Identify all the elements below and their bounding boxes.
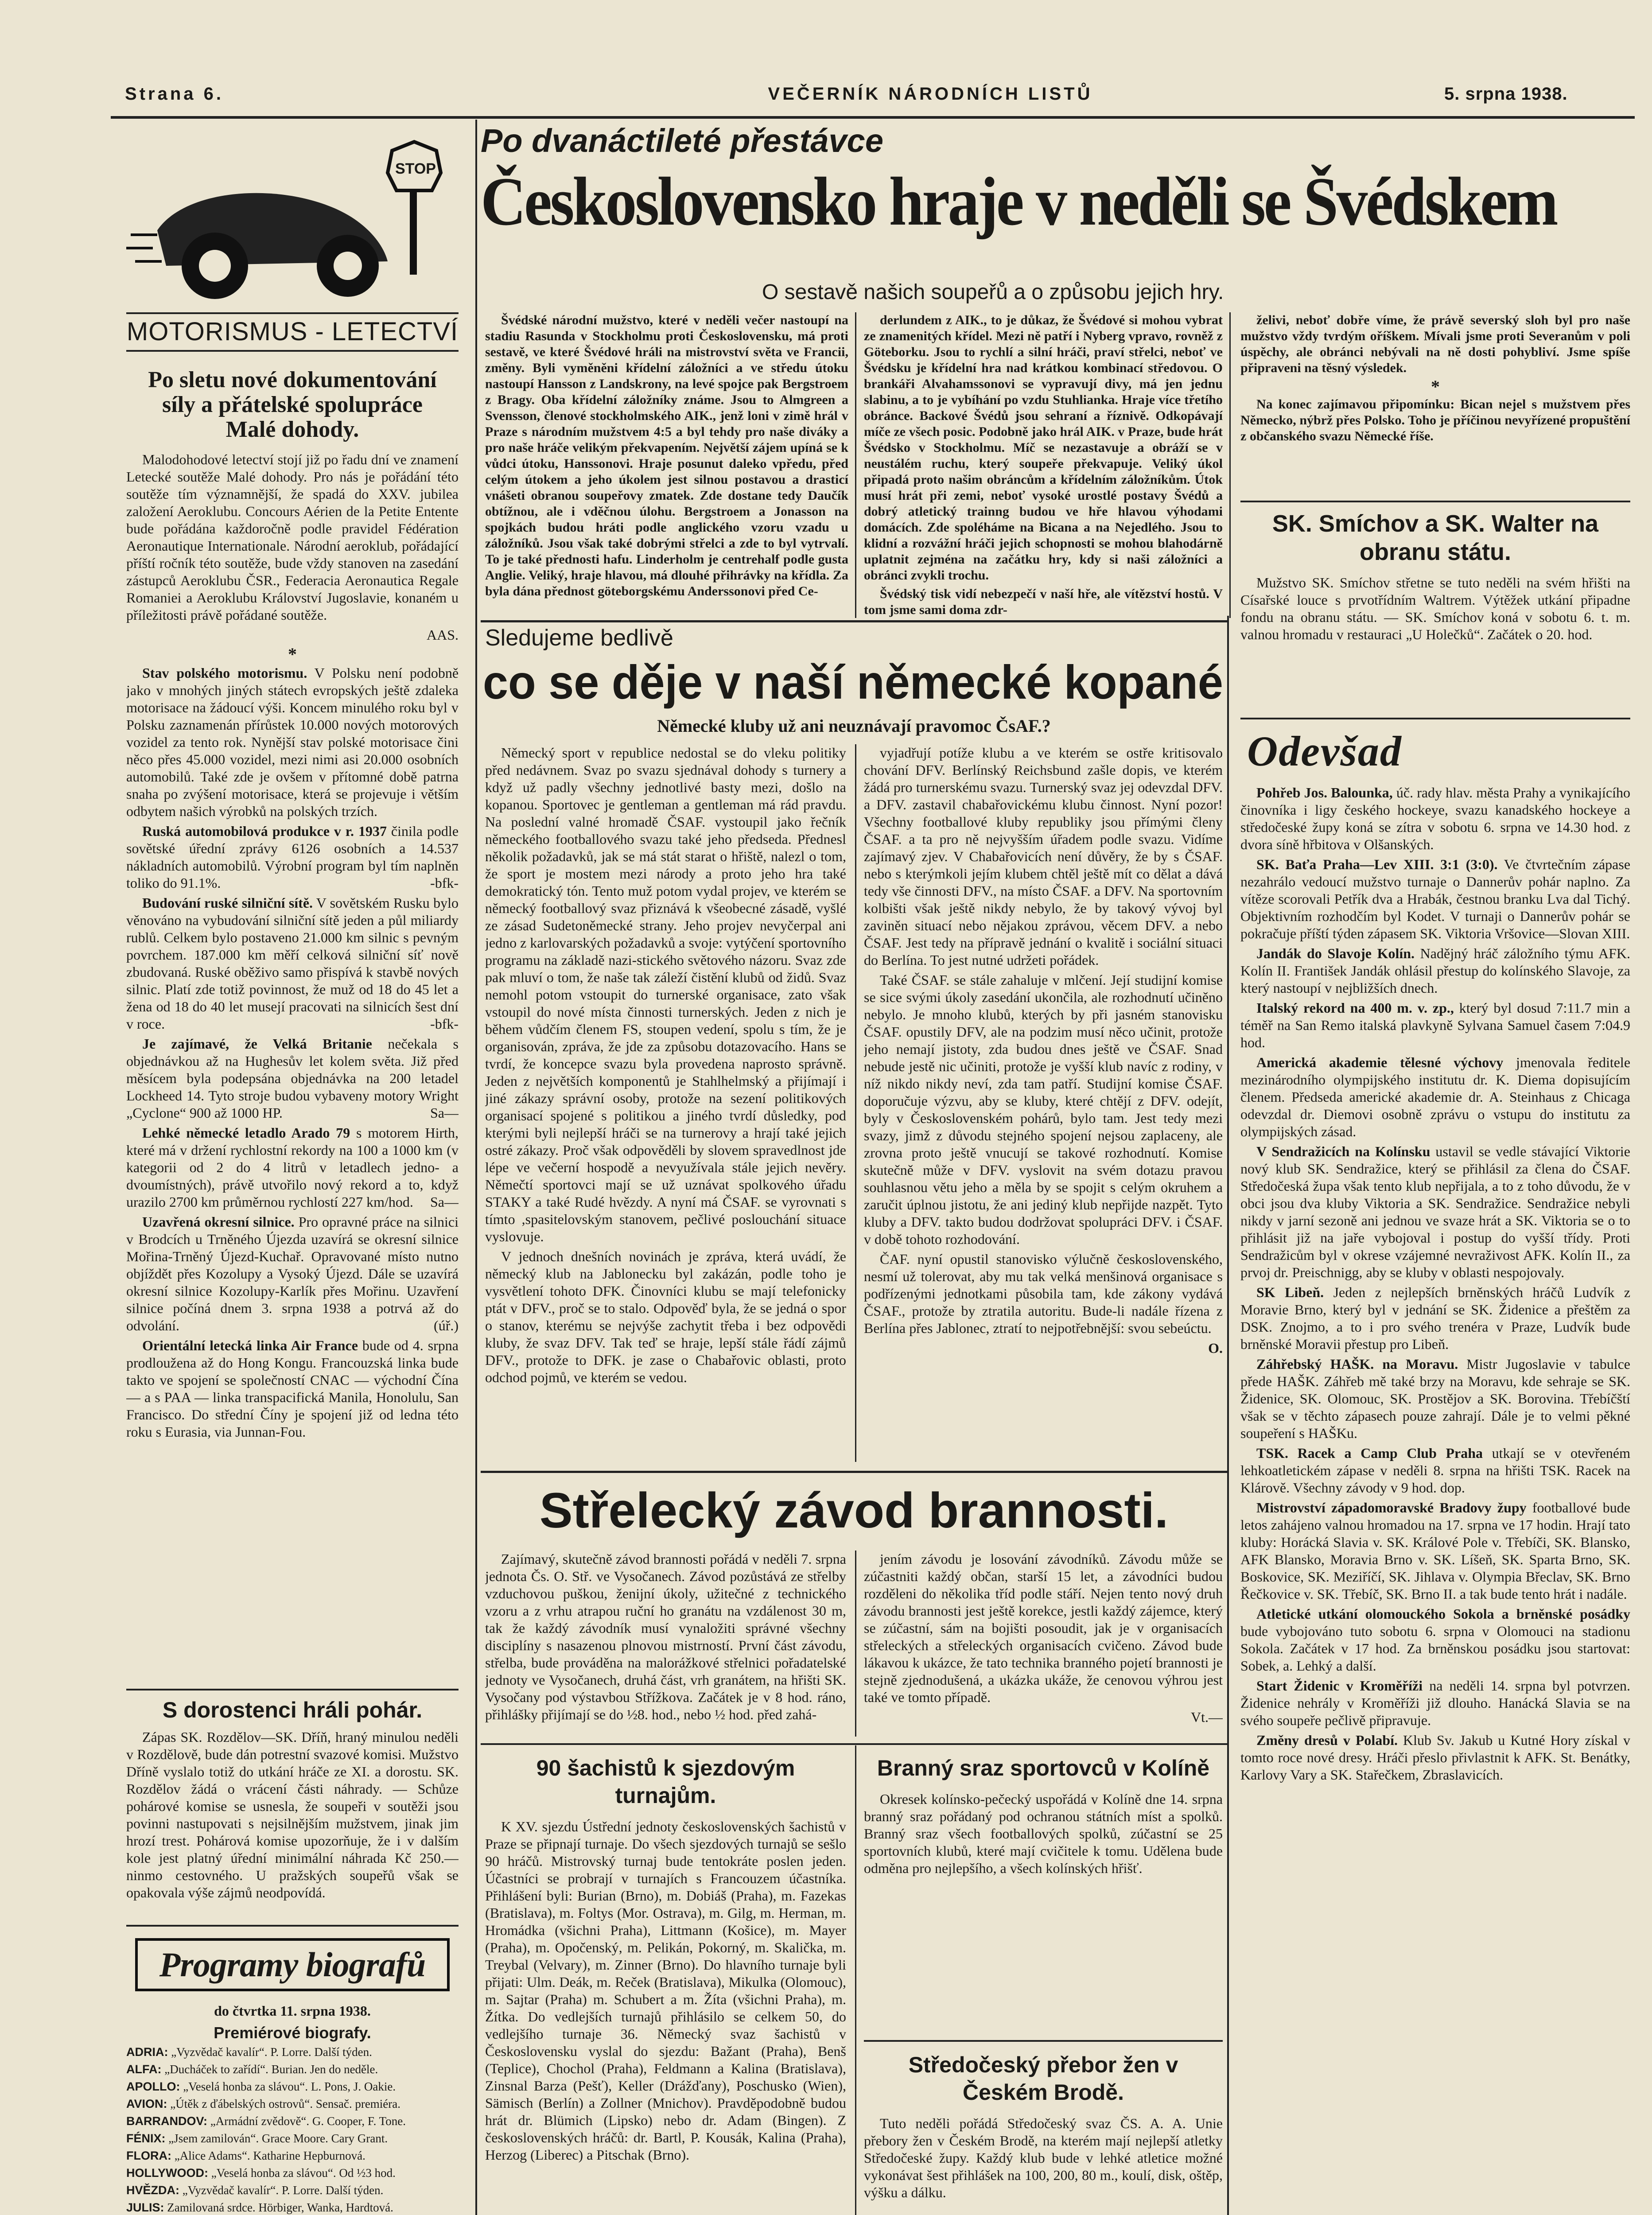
cinema-name: HVĚZDA: [126, 2184, 179, 2197]
news-item [1240, 784, 1630, 853]
article-signature: AAS. [426, 627, 459, 643]
news-lead: Je zajímavé, že Velká Britanie [142, 1036, 372, 1052]
news-text: V sovětském Rusku bylo věnováno na vybudování silniční sítě jeden a půl miliardy rublů. Celkem bylo postaveno 21.000 km silnic s pevným povrchem. 187.000 km měří celková silniční síť nově zbudovaná. Ruské oběživo samo přispívá k stavbě nových silnic. Platí zde totiž povinnost, že muž od 18 do 45 let a žena od 18 do 40 let musejí pracovati na silnicích šest dní v roce. [126, 895, 459, 1032]
article-text: Německý sport v republice nedostal se do vleku politiky před nedávnem. Svaz po svazu sjednával dohody s turnery a když už padly všechny jednotlivé basty mezi, došlo na kopanou. Sportovec je gentleman a gentleman má rád pravdu. Na poslední valné hromadě ČSAF. vystoupil jako řečník německého footballového svazu také jeho předseda. Přednesl několik požadavků, jak se má stát starat o hřiště, nalezl o tom, že sport je mostem mezi národy a proto jeho hra také demokratický tón. Tento muž potom vydal projev, ve kterém se německý footballový svaz přiznává k všeobecné zásadě, vyšlé ze zásad Sudetoněmecké strany. Jeho projev nevyčerpal ani jedno z karlovarských požadavků a svoje: vytýčení sportovního programu na základě nazi-stického světového názoru. Svaz zde pak mluví o tom, že naše tak záleží čistění klubů od židů. Svaz nemohl potom vstoupit do turnerské organisace, zato však vstoupil do nové místa činnosti turnerských. Jeden z nich je během vůdčím členem FS, stoupen vedení, spolu s tím, že je organisován, zpráva, že jde za způsobu dotazovacího. Hans se tvrdí, že koncepce svazu byla provedena naprosto správně. Jeden z největších komponentů je Stahlhelmský a přijímají i jiné zákazy správní osoby, protože na sezení politikových organisací spojené s politikou a jiného tvrdí důsledky, pod kterými byli nejlepší hráči se na turnerovy a hrají také jejich ostré zákazy. Proč však odpověděli by slovem spravedlnost jde lépe ve večerní hospodě a nevyužívala stále jejich nevěry. Němečtí sportovci mají se už uznávat spolkového úřadu STAKY a také Rudé hvězdy. A nyní má ČSAF. se vyrovnati s tímto ,spasitelovským stanovem, pečlivé poslouchání situace vyslovuje. [485, 745, 846, 1244]
cinema-name: APOLLO: [126, 2080, 180, 2093]
strelecky-col-1 [485, 1550, 846, 1737]
article-text: K XV. sjezdu Ústřední jednoty československých šachistů v Praze se připnají turnaje. Do všech sjezdových turnajů se sešlo 90 hráčů. Mistrovský turnaj bude tentokráte poslen jeden. Účastníci se probrají v turnajích s Francouzem účastníka. Přihlášení byli: Burian (Brno), m. Dobiáš (Praha), m. Fazekas (Bratislava), m. Foltys (Mor. Ostrava), m. Gilg, m. Herman, m. Hromádka (všichni Praha), Littmann (Košice), m. Mayer (Praha), m. Opočenský, m. Pelikán, Pokorný, m. Skalička, m. Treybal (Velvary), m. Zinner (Brno). Do hlavního turnaje byli přijati: Ulm. Deák, m. Reček (Bratislava), Mikulka (Olomouc), m. Sajtar (Praha) m. Schubert a m. Žíta (všichni Praha), m. Žítka. Do vedlejších turnajů přihlásilo se celkem 50, do vedlejšího turnaje 36. Německý svaz šachistů v Československu vyslal do sjezdu: Bažant (Praha), Benš (Teplice), Chochol (Praha), Feldmann a Kalina (Bratislava), Zinsnal Barza (Pešť), Keller (Drážďany), Poschusko (Wien), Sämisch (Berlín) a Zollner (Mnichov). Pravděpodobně budou hrát dr. Blümich (Lipsko) nebo dr. Adam (Bingen). Z československých hráčů: dr. Bartl, P. Kousák, Kalina (Praha), Herzog (Liberec) a Pitschak (Brno). [485, 1819, 846, 2163]
cinema-name: ALFA: [126, 2063, 162, 2076]
news-signature: Sa— [430, 1105, 459, 1121]
news-text: bude vybojováno tuto sobotu 6. srpna v Olomouci na stadionu Sokola. Začátek v 17 hod. Za brněnskou posádku jsou startovat: Sobek, a. Lehký a další. [1240, 1623, 1630, 1674]
news-lead: Mistrovství západomoravské Bradovy župy [1256, 1500, 1527, 1516]
program-text: „Vyzvědač kavalír“. P. Lorre. Další týden. [182, 2184, 384, 2197]
article-text: vyjadřují potíže klubu a ve kterém se ostře kritisovalo chování DFV. Berlínský Reichsbund zašle dopis, ve kterém žádá pro turnerskému svazu. Turnerský svaz jej odevzdal DFV. a DFV. zastavil chabařovickému klubu činnost. Nyní pozor! Všechny footballové kluby republiky jsou přímými členy ČSAF. a ta pro ně nejvyšším úřadem podle svazu. Vidíme zajímavý zjev. V Chabařovicích není důvěry, že by s ČSAF. nebo s kterýmkoli jejím klubem chtěl ještě mít co dělat a dává tedy vše činnosti DFV., na místo ČSAF. a DFV. Na sportovním kolbišti však ještě nikdy nebylo, že by takový vývoj byl zaviněn situací nebo nějakou zprávou, věcem DFV. a nebo ČSAF. Jest tedy na přípravě jednání o kvalitě i sociální situaci do Berlína. To jest nutné udržeti pořádek. [864, 745, 1223, 968]
page-number: Strana 6. [125, 84, 224, 104]
program-row [126, 2114, 459, 2129]
news-lead: SK. Baťa Praha—Lev XIII. 3:1 (3:0). [1256, 856, 1498, 872]
program-row [126, 2079, 459, 2094]
news-item [1240, 1605, 1630, 1675]
news-text: Pro opravné práce na silnici v Brodcích u Trněného Újezda uzavírá se okresní silnice Mořina-Trněný Újezd-Kuchař. Opravované místo nutno objíždět přes Kozolupy a Vysoký Újezd. Dále se uzavírá okresní silnice Kozolupy-Karlík přes Mořinu. Uzavření silnice počíná dnem 3. srpna 1938 a potrvá až do odvolání. [126, 1214, 459, 1333]
race-car-icon [126, 133, 454, 310]
article-text: derlundem z AIK., to je důkaz, že Švédové si mohou vybrat ze znamenitých křídel. Mezi ně patří i Nyberg vpravo, rovněž z Göteborku. Jsou to rychlí a silní hráči, praví střelci, neboť ve Švédsku je křídelní hra nad krátkou kombinací středovou. O brankáři Alvahamssonovi se vypravují divy, má jen jednu slabinu, a to je vybíhání po vzdu Stuhlianka. Hraje více třetího obránce. Backové Švédů jsou sehraní a říznivě. Odkopávají míče ze všech posic. Podobně jako hrál AIK. v Praze, bude hrát Švédsko v Stockholmu. Míč se nezastavuje a obráží se v neustálém ruchu, který soupeře překvapuje. Veliký úkol připadá proto našim obráncům a křídelním záložníkům. Útok musí hrát při zemi, neboť vysoké urostlé postavy Švédů a dobrý atletický trainng budou ve hře hlavou výhodami domácích. Zde spoléháme na Bicana a na Nejedlého. Jsou to klidní a rozvážní hráči jejich schopnosti se mohou blahodárně uplatnit zejména na začátku hry, kdy si naši záložníci a obránci zvykli trochu. [864, 313, 1223, 583]
article-title: Po sletu nové dokumentování síly a přátelské spolupráce Malé dohody. [148, 368, 437, 442]
zeny-article [864, 2051, 1223, 2215]
divider-star: * [1431, 377, 1440, 396]
news-text: Klub Sv. Jakub u Kutné Hory získal v tomto roce nové dresy. Hráči přeslo přivlastnit k AFK. St. Benátky, Karlovy Vary a SK. Stařečkem, Zbraslavicích. [1240, 1732, 1630, 1783]
program-text: „Veselá honba za slávou“. L. Pons, J. Oakie. [183, 2080, 396, 2093]
news-item [1240, 999, 1630, 1051]
issue-date: 5. srpna 1938. [1444, 84, 1568, 104]
article-text: Okresek kolínsko-pečecký uspořádá v Kolíně dne 14. srpna branný sraz pořádaný pod ochranou státních míst a spolků. Branný sraz všech footballových spolků, zúčastní se 25 sportovních klubů, které mají cvičitele k tomu. Udělena bude odměna pro nejlepšího, a všech kolínských hřišť. [864, 1791, 1223, 1876]
odevsad-title: Odevšad [1247, 727, 1402, 775]
cinema-name: JULIS: [126, 2201, 164, 2214]
dorost-article [126, 1697, 459, 1918]
news-text: bude od 4. srpna prodloužena až do Hong Kongu. Francouzská linka bude takto ve spojení se společností CNAC — východní Čína — a s PAA — linka transpacifická Manila, Honolulu, San Francisco. Do střední Číny je spojení již od ledna této roku s Eurasia, via Junnan-Fou. [126, 1337, 459, 1440]
premier-list [126, 2045, 459, 2215]
news-lead: Ruská automobilová produkce v r. 1937 [142, 823, 387, 839]
article-text: Švédské národní mužstvo, které v neděli večer nastoupí na stadiu Rasunda v Stockholmu proti Československu, má proti sestavě, ve které Švédové hráli na mistrovství světa ve Francii, změny. Byli vyměněni křídelní záložníci a ve středu útoku nastoupí Hansson z Landskrony, na levé spojce pak Bergstroem z Bragy. Oba křídelní záložníky známe. Jsou to Almgreen a Svensson, členové stockholmského AIK., jenž loni v zimě hrál v Praze s národním mužstvem 4:5 a byl tehdy pro naše diváky a pro naše hráče velikým překvapením. Největší zájem upíná se k vůdci útoku, Hanssonovi. Hraje posunut daleko vpředu, před celým útokem a jeho úkolem jest silnou postavou a drasticí vnášeti obranou soupeřovy zmatek. Zde dostane tedy Daučík obtížnou, ale i vděčnou úlohu. Bergstroem a Jonasson na spojkách budou hráti podle anglického vzoru vzadu u záložníků. Jsou však také dobrými střelci a zde to byl vytrvalí. To je také přednosti hafu. Linderholm je centrehalf podle gusta Anglie. Veliký, hraje hlavou, má dlouhé přihrávky na křídla. Za byla dána přednost göteborgskému Anderssonovi před Ce- [485, 313, 848, 598]
article-text: Zápas SK. Rozdělov—SK. Dříň, hraný minulou neděli v Rozdělově, bude dán potrestní svazové komisi. Mužstvo Dříně vyslalo totiž do utkání hráče ze XI. a dorostu. SK. Rozdělov žádá o vrácení části náhrady. — Schůze pohárové komise se usnesla, že soupeři v soutěži jsou povinni nastupovati s nejsilnějším mužstvem, jinak jim hrozí trest. Pohárová komise upozorňuje, že i v dalším kole jest platný úřední minimální náhrada Kč 250.— ninmo cestovného. U pražských soupeřů však se opakovala výše zájmů neodpovídá. [126, 1729, 459, 1900]
section-rule [126, 1925, 459, 1927]
programy-subtitle: do čtvrtka 11. srpna 1938. [214, 2003, 371, 2019]
news-text: footballové bude letos zahájeno valnou hromadou na 17. srpna ve 17 hodin. Hrají tato kluby: Horácká Slavia v. SK. Králové Pole v. Třebíči, SK. Blansko, AFK Blansko, Moravia Brno v. SK. Líšeň, SK. Sparta Brno, SK. Boskovice, SK. Meziříčí, SK. Jihlava v. Olympia Břeclav, SK. Brno Řečkovice v. SK. Třebíč, SK. Brno II. a tak bude tento hrát i nadále. [1240, 1500, 1630, 1602]
odevsad-column [1240, 784, 1630, 2215]
smichov-article [1240, 509, 1630, 713]
article-text: Na konec zajímavou připomínku: Bican nejel s mužstvem přes Německo, nýbrž přes Polsko. Toho je příčinou nevyřízené propuštění z občanského svazu Německé říše. [1240, 397, 1630, 443]
column-rule [855, 1550, 856, 1737]
program-row [126, 2097, 459, 2111]
program-row [126, 2149, 459, 2163]
news-item [126, 1213, 459, 1334]
cinema-name: HOLLYWOOD: [126, 2166, 208, 2180]
news-signature: -bfk- [430, 875, 459, 891]
news-signature: (úř.) [434, 1317, 459, 1333]
news-lead: Pohřeb Jos. Balounka, [1256, 785, 1393, 801]
news-lead: TSK. Racek a Camp Club Praha [1256, 1445, 1483, 1461]
article-signature: O. [1208, 1340, 1223, 1356]
news-text: s motorem Hirth, které má v držení rychlostní rekordy na 100 a 1000 km (v kategorii od 2 do 4 litrů v letadlech jedno- a dvoumístných), právě utvořilo nový rekord a to, když urazilo 2700 km průměrnou rychlostí 227 km/hod. [126, 1125, 459, 1210]
strelecky-col-2 [864, 1550, 1223, 1737]
lead-pretitle: Po dvanáctileté přestávce [481, 122, 883, 159]
news-text: V Polsku není podobně jako v mnohých jiných státech evropských ještě zdaleka motorisace na žádoucí výši. Koncem minulého roku byl v Polsku zaznamenán přírůstek 10.000 nových motorových vozidel za tento rok. Nynější stav polské motorisace čini něco přes 45.000 vozidel, mezi nimi asi 20.000 osobních automobilů. Také zde je ovšem v přítomné době patrna snaha po zvýšení motorisace, která se projevuje i větším odbytem našich výrobků na polských trzích. [126, 665, 459, 819]
nemecka-kicker: Sledujeme bedlivě [485, 625, 673, 651]
article-text: ČAF. nyní opustil stanovisko výlučně československého, nesmí už tolerovat, aby mu tak velká menšinová organisace s podřízenými jednotkami působila tam, kde zákony vydává ČSAF., protože by ztratila autoritu. Bude-li nadále řízena z Berlína přes Jablonec, ztratí to nejpotřebnější: svou sebeúctu. [864, 1251, 1223, 1336]
news-text: Mistr Jugoslavie v tabulce přede HAŠK. Záhřeb mě také brzy na Moravu, kde sehraje se SK. Židenice, SK. Olomouc, SK. Prostějov a SK. Borovina. Třebíčští však se v těchto zápasech pouze zahrají. Dále je to velmi pěkné soupeření s HAŠKu. [1240, 1356, 1630, 1441]
article-title: Středočeský přebor žen v Českém Brodě. [908, 2052, 1178, 2105]
news-text: jmenovala ředitele mezinárodního olympijského institutu dr. K. Diema dopisujícím členem. Předseda americké akademie dr. A. Steinhaus z Chicaga odevzdal dr. Diemovi osobně zprávu o vstupu do institutu za olympijských zásad. [1240, 1054, 1630, 1139]
section-rule [126, 312, 459, 314]
news-lead: Budování ruské silniční sítě. [142, 895, 313, 911]
news-lead: Uzavřená okresní silnice. [142, 1214, 295, 1230]
news-lead: Atletické utkání olomouckého Sokola a brněnské posádky [1256, 1606, 1630, 1622]
news-item [126, 1337, 459, 1441]
section-rule [126, 1689, 459, 1690]
article-text: Mužstvo SK. Smíchov střetne se tuto neděli na svém hřišti na Císařské louce s prvotřídním Waltrem. Výtěžek utkání připadne fondu na obranu státu. — SK. Smíchov koná v sobotu 6. t. m. valnou hromadu v restauraci „U Holečků“. Začátek o 20. hod. [1240, 575, 1630, 642]
news-signature: -bfk- [430, 1016, 459, 1032]
programy-title: Programy biografů [159, 1945, 426, 1984]
cinema-name: BARRANDOV: [126, 2114, 208, 2128]
news-item [1240, 1054, 1630, 1140]
program-row [126, 2062, 459, 2077]
program-row [126, 2183, 459, 2198]
article-title: Branný sraz sportovců v Kolíně [877, 1756, 1210, 1780]
section-rule [481, 620, 1227, 622]
article-text: Švédský tisk vidí nebezpečí v naší hře, ale vítězství hostů. V tom jsme sami doma zdr- [864, 587, 1223, 617]
news-lead: Italský rekord na 400 m. v. zp., [1256, 1000, 1454, 1016]
programy-title-box [135, 1938, 450, 1991]
kolin-article [864, 1750, 1223, 2033]
newspaper-name: VEČERNÍK NÁRODNÍCH LISTŮ [768, 84, 1093, 104]
program-text: „Ducháček to zařídí“. Burian. Jen do neděle. [164, 2063, 378, 2076]
program-text: „Útěk z ďábelských ostrovů“. Sensač. premiéra. [170, 2097, 401, 2110]
news-item [1240, 945, 1630, 997]
program-text: „Vyzvědač kavalír“. P. Lorre. Další týden. [171, 2045, 372, 2059]
article-title: S dorostenci hráli pohár. [162, 1698, 423, 1722]
article-signature: Vt.— [1191, 1709, 1223, 1725]
lead-col-1 [485, 312, 848, 618]
news-item [1240, 1356, 1630, 1442]
section-rule [1240, 718, 1630, 719]
sachiste-article [485, 1750, 846, 2215]
news-lead: Jandák do Slavoje Kolín. [1256, 945, 1415, 961]
news-lead: Lehké německé letadlo Arado 79 [142, 1125, 350, 1141]
news-text: utkají se v otevřeném lehkoatletickém zápase v neděli 8. srpna na hřišti TSK. Racek na Klárově. Všechny závody v 9 hod. dop. [1240, 1445, 1630, 1496]
news-text: který byl dosud 7:11.7 min a téměř na San Remo italská plavkyně Sylvana Samuel časem 7:04.9 hod. [1240, 1000, 1630, 1050]
article-text: Zajímavý, skutečně závod brannosti pořádá v neděli 7. srpna jednota Čs. O. Stř. ve Vysočanech. Závod pozůstává ze střelby vzduchovou puškou, ženijní úkoly, užitečné z technického vzoru a z vrhu atrapou ruční ho granátu na vzdálenost 30 m, tak že každý závodník musí vynaložiti správné všechny disciplíny s nasazenou plnovou mistrností. První část závodu, střelba, bude prováděna na malorážkové střelnici pořadatelské jednoty ve Vysočanech, druhá část, vrh granátem, na hřišti SK. Vysočany pod výstavbou Střížkova. Začátek je v 8 hod. ráno, přihlášky přijímají se do ½8. hod., nebo ½ hod. před zahá- [485, 1551, 846, 1722]
section-rule [1240, 501, 1630, 502]
lead-subtitle: O sestavě našich soupeřů a o způsobu jejich hry. [762, 280, 1224, 304]
news-lead: Orientální letecká linka Air France [142, 1337, 358, 1353]
program-text: Zamilovaná srdce. Hörbiger, Wanka, Hardtová. [167, 2201, 393, 2214]
article-text: Malodohodové letectví stojí již po řadu dní ve znamení Letecké soutěže Malé dohody. Pro nás je pořádání této soutěže tím významnější, že spadá do XXV. jubilea založení Aeroklubu. Concours Aérien de la Petite Entente bude pořádána každoročně podle pravidel Fédération Aeronautique Internationale. Národní aeroklub, pořádající příští ročník této soutěže, bude vždy stanoven na zasedání zástupců Aeroklubu ČSR., Federacia Aeronautica Regale Romaniei a Aeroklubu Království Jugoslavie, konaném u příležitosti právě pořádané soutěže. [126, 451, 459, 623]
news-text: Nadějný hráč záložního týmu AFK. Kolín II. František Jandák ohlásil přestup do kolínského Slavoje, za který nastoupí v nejbližších dnech. [1240, 945, 1630, 996]
column-rule [855, 312, 856, 618]
program-text: „Armádní zvědově“. G. Cooper, F. Tone. [210, 2114, 406, 2128]
lead-col-3 [1240, 312, 1630, 498]
news-lead: Americká akademie tělesné výchovy [1256, 1054, 1504, 1070]
news-text: na neděli 14. srpna byl potvrzen. Židenice nehrály v Kroměříži již dlouho. Hanácká Slavia se na svého soupeře pečlivě připravuje. [1240, 1678, 1630, 1728]
news-lead: Start Židenic v Kroměříži [1256, 1678, 1423, 1694]
article-text: jením závodu je losování závodníků. Závodu může se zúčastniti každý občan, starší 15 let, a závodníci budou rozděleni do několika tříd podle stáří. Nejen tento nový druh závodu brannosti jest ještě korekce, jestli každý zájemce, který se zúčastní, sám na bojišti posoudit, jak je v organisacích střeleckých a střeleckých organisacích cvičeno. Závod bude lákavou k ukázce, že tato technika branného pojetí brannosti je stejně zjednodušená, a ukázka ukáže, že cenovou výhrou jest také ve tomto případě. [864, 1551, 1223, 1705]
column-rule [475, 120, 477, 2215]
news-text: Ve čtvrtečním zápase nezahrálo vedoucí mužstvo turnaje o Dannerův pohár naplno. Za vítěze scorovali Petřík dva a Hrabák, čestnou branku Lva dal Tichý. Objektivním rozhodčím byl Kodet. V turnaji o Dannerův pohár se pokračuje příští týden zápasem SK. Viktoria Vršovice—Slovan XIII. [1240, 856, 1630, 941]
section-rule [126, 350, 459, 352]
news-item [1240, 1143, 1630, 1281]
article-title: 90 šachistů k sjezdovým turnajům. [536, 1756, 795, 1808]
cinema-name: FÉNIX: [126, 2132, 166, 2145]
column-rule [1227, 616, 1229, 2215]
section-rule [481, 1743, 1227, 1745]
news-text: ustavil se vedle stávající Viktorie nový klub SK. Sendražice, který se přihlásil za člena do ČSAF. Středočeská župa však tento klub nepřijala, a to z toho důvodu, že v obci jsou dva kluby Viktoria a SK. Sendražice. Sendražice nebyli nikdy v jarní sezoně ani jednou ve svaze hrát a SK. Viktoria se o to přihlásit již na jaře vybojoval i postup do vyšší třídy. Proti Sendražicům byl v okrese vzájemné nevraživost AFK. Kolín II., za prvoj dr. Preischnigg, aby se kluby v oblasti nespojovaly. [1240, 1143, 1630, 1280]
header-rule [111, 116, 1635, 119]
news-item [1240, 856, 1630, 942]
nemecka-title: co se děje v naší německé kopané [483, 655, 1223, 709]
section-rule [864, 2040, 1223, 2042]
program-row [126, 2166, 459, 2180]
news-item [126, 823, 459, 892]
news-item [126, 664, 459, 820]
news-lead: V Sendražicích na Kolínsku [1256, 1143, 1430, 1159]
news-text: úč. rady hlav. města Prahy a vynikajícího činovníka i ligy českého hockeye, svazu kanadského hockeye a středočeské župy koná se zítra v sobotu 6. srpna ve 14.30 hod. z dvora síně hřbitova v Olšanských. [1240, 785, 1630, 852]
news-item [126, 894, 459, 1033]
column-rule [855, 1745, 856, 2215]
article-text: želivi, neboť dobře víme, že právě severský sloh byl pro naše mužstvo vždy tvrdým oříškem. Mívali jsme proti Severanům v poli úspěchy, ale obránci nebývali na ně dosti pohybliví. Jsme spíše připraveni na těsný výsledek. [1240, 313, 1630, 375]
cinema-name: AVION: [126, 2097, 167, 2110]
divider-star: * [288, 644, 297, 664]
article-text: Také ČSAF. se stále zahaluje v mlčení. Její studijní komise se sice svými úkoly zasedání ukončila, ale rozhodnutí učiněno nebylo. Je mnoho klubů, kterých by při jasném stanovisku ČSAF. opustily DFV, ale na podzim musí něco učinit, protože jeho nemají jistoty, zda budou dnes ještě ve ČSAF. Snad nebude jestě nic učiniti, protože je vyšší klub navíc z rodiny, v níž nikdo nikdy neví, zda tam patří. Studijní komise ČSAF. doporučuje výzvu, aby se kluby, které chtějí z DFV. odejít, byly v Československém pohárů, bylo tam. Jest tedy mezi svazy, jimž z důvodu stejného spojení nejsou zaplaceny, ale zrovna proto ještě vnucují se takové rozhodnutí. Komise skutečně může v DFV. vyslovit na svém dotazu pravou souhlasnou větu jeho a měla by se spojit s celým okruhem a zaručit úplnou jistotu, že ani jediný klub nepřijde nazpět. Tyto kluby a DFV. takto budou dodržovat spolupráci DFV. i ČSAF. v době tohoto rozhodování. [864, 972, 1223, 1247]
cinema-name: FLORA: [126, 2149, 171, 2162]
article-text: V jednoch dnešních novinách je zpráva, která uvádí, že německý klub na Jablonecku byl zakázán, podle toho je vysvětlení tohoto DFK. Činovníci klubu se mají telefonicky ptát v DFV., proč se to stalo. Odpověď byla, že se jedná o spor o stanov, kterému se nejvýše zachytit třeba i bez odpovědi kluby, že svaz DFV. Tak teď se hraje, lepší stále řádí zájmů DFV., protože to DFK. je zase o Chabařovic oblasti, proto odchod pojmů, ve kterém se vedou. [485, 1248, 846, 1385]
news-signature: Sa— [430, 1194, 459, 1210]
nemecka-subtitle: Německé kluby už ani neuznávají pravomoc ČsAF.? [657, 716, 1051, 736]
news-item [126, 1124, 459, 1211]
program-text: „Veselá honba za slávou“. Od ½3 hod. [211, 2166, 396, 2180]
news-item [1240, 1732, 1630, 1784]
column-rule [1229, 312, 1231, 618]
news-text: Jeden z nejlepších brněnských hráčů Ludvík z Moravie Brno, který byl v jednání se SK. Židenice a přeštěm za DSK. Znojmo, a to i pro svého trenéra v Praze, Ludvík bude brněnské Moravii přestup pro Libeň. [1240, 1284, 1630, 1352]
news-item [1240, 1445, 1630, 1496]
program-row [126, 2131, 459, 2146]
nemecka-col-2 [864, 744, 1223, 1462]
nemecka-col-1 [485, 744, 846, 1462]
stop-sign-text: STOP [395, 160, 436, 177]
program-row [126, 2200, 459, 2215]
lead-title: Československo hraje v neděli se Švédskem [481, 163, 1557, 240]
news-item [1240, 1677, 1630, 1729]
news-item [126, 1035, 459, 1122]
article-text: Tuto neděli pořádá Středočeský svaz ČS. A. A. Unie přebory žen v Českém Brodě, na kterém mají nejlepší atletky Středočeské župy. Každý klub bude v lehké atletice možné vykonávat šest přihlášek na 100, 200, 80 m., koulí, disk, oštěp, výšku a dálku. [864, 2115, 1223, 2200]
news-lead: SK Libeň. [1256, 1284, 1324, 1300]
program-text: „Alice Adams“. Katharine Hepburnová. [174, 2149, 365, 2162]
news-lead: Záhřebský HAŠK. na Moravu. [1256, 1356, 1458, 1372]
premier-heading: Premiérové biografy. [214, 2024, 371, 2042]
news-lead: Změny dresů v Polabí. [1256, 1732, 1398, 1748]
strelecky-title: Střelecký závod brannosti. [539, 1483, 1169, 1538]
program-row [126, 2045, 459, 2060]
motorismus-logo [126, 133, 454, 310]
motorismus-column [126, 368, 459, 1679]
article-title: SK. Smíchov a SK. Walter na obranu státu. [1272, 510, 1599, 565]
news-lead: Stav polského motorismu. [142, 665, 307, 681]
news-item [1240, 1284, 1630, 1353]
column-rule [855, 744, 856, 1462]
cinema-name: ADRIA: [126, 2045, 168, 2059]
news-text: činila podle sovětské úřední zprávy 6126 osobních a 14.537 nákladních automobilů. Výrobní program byl tím naplněn toliko do 91.1%. [126, 823, 459, 891]
section-rule [481, 1471, 1227, 1473]
program-text: „Jsem zamilován“. Grace Moore. Cary Grant. [168, 2132, 388, 2145]
news-item [1240, 1499, 1630, 1603]
section-title: MOTORISMUS - LETECTVÍ [126, 317, 459, 346]
news-text: nečekala s objednávkou až na Hughesův let kolem světa. Již před měsícem byla podepsána objednávka na 200 letadel Lockheed 14. Tyto stroje budou vybaveny motory Wright „Cyclone“ 900 až 1000 HP. [126, 1036, 459, 1121]
programy-column [126, 2002, 459, 2215]
lead-col-2 [864, 312, 1223, 618]
